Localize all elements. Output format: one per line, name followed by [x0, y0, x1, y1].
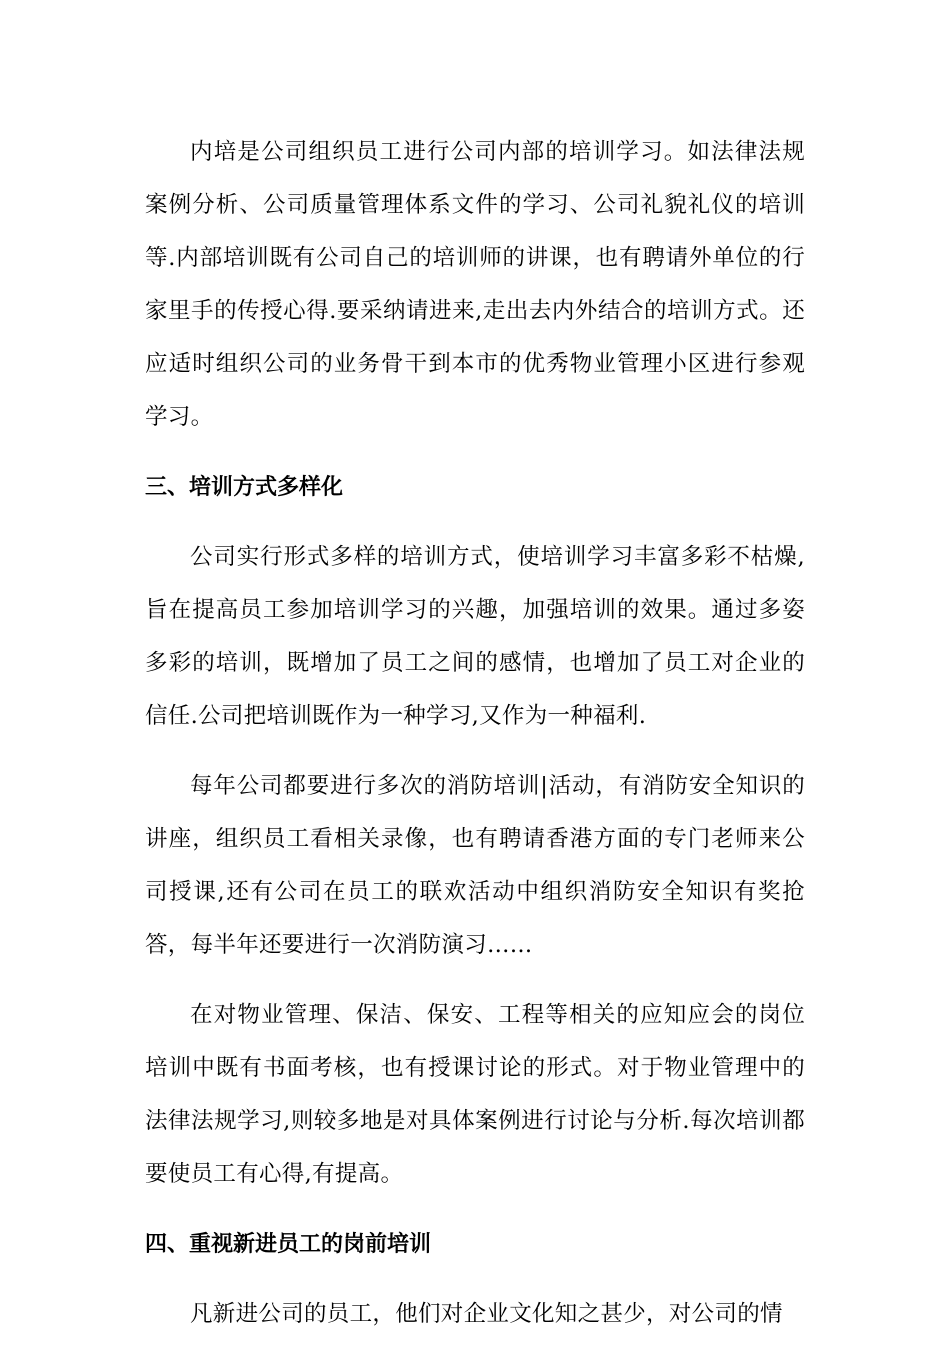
paragraph-job-training: 在对物业管理、保洁、保安、工程等相关的应知应会的岗位培训中既有书面考核，也有授课讨论的形式。对于物业管理中的法律法规学习,则较多地是对具体案例进行讨论与分析.每次培训都要使员工有心得,有提高。: [145, 1002, 805, 1187]
document-page: [145, 126, 805, 1358]
section-heading-4: 四、重视新进员工的岗前培训: [145, 1232, 432, 1257]
paragraph-fire-training: 每年公司都要进行多次的消防培训|活动，有消防安全知识的讲座，组织员工看相关录像，也有聘请香港方面的专门老师来公司授课,还有公司在员工的联欢活动中组织消防安全知识有奖抢答，每半年还要进行一次消防演习……: [145, 773, 805, 958]
section-heading-3: 三、培训方式多样化: [145, 475, 344, 500]
paragraph-internal-training: 内培是公司组织员工进行公司内部的培训学习。如法律法规案例分析、公司质量管理体系文件的学习、公司礼貌礼仪的培训等.内部培训既有公司自己的培训师的讲课，也有聘请外单位的行家里手的传授心得.要采纳请进来,走出去内外结合的培训方式。还应适时组织公司的业务骨干到本市的优秀物业管理小区进行参观学习。: [145, 139, 805, 430]
paragraph-training-methods: 公司实行形式多样的培训方式，使培训学习丰富多彩不枯燥,旨在提高员工参加培训学习的兴趣，加强培训的效果。通过多姿多彩的培训，既增加了员工之间的感情，也增加了员工对企业的信任.公司把培训既作为一种学习,又作为一种福利.: [145, 544, 805, 729]
paragraph-new-employees: 凡新进公司的员工，他们对企业文化知之甚少，对公司的情: [190, 1301, 783, 1327]
